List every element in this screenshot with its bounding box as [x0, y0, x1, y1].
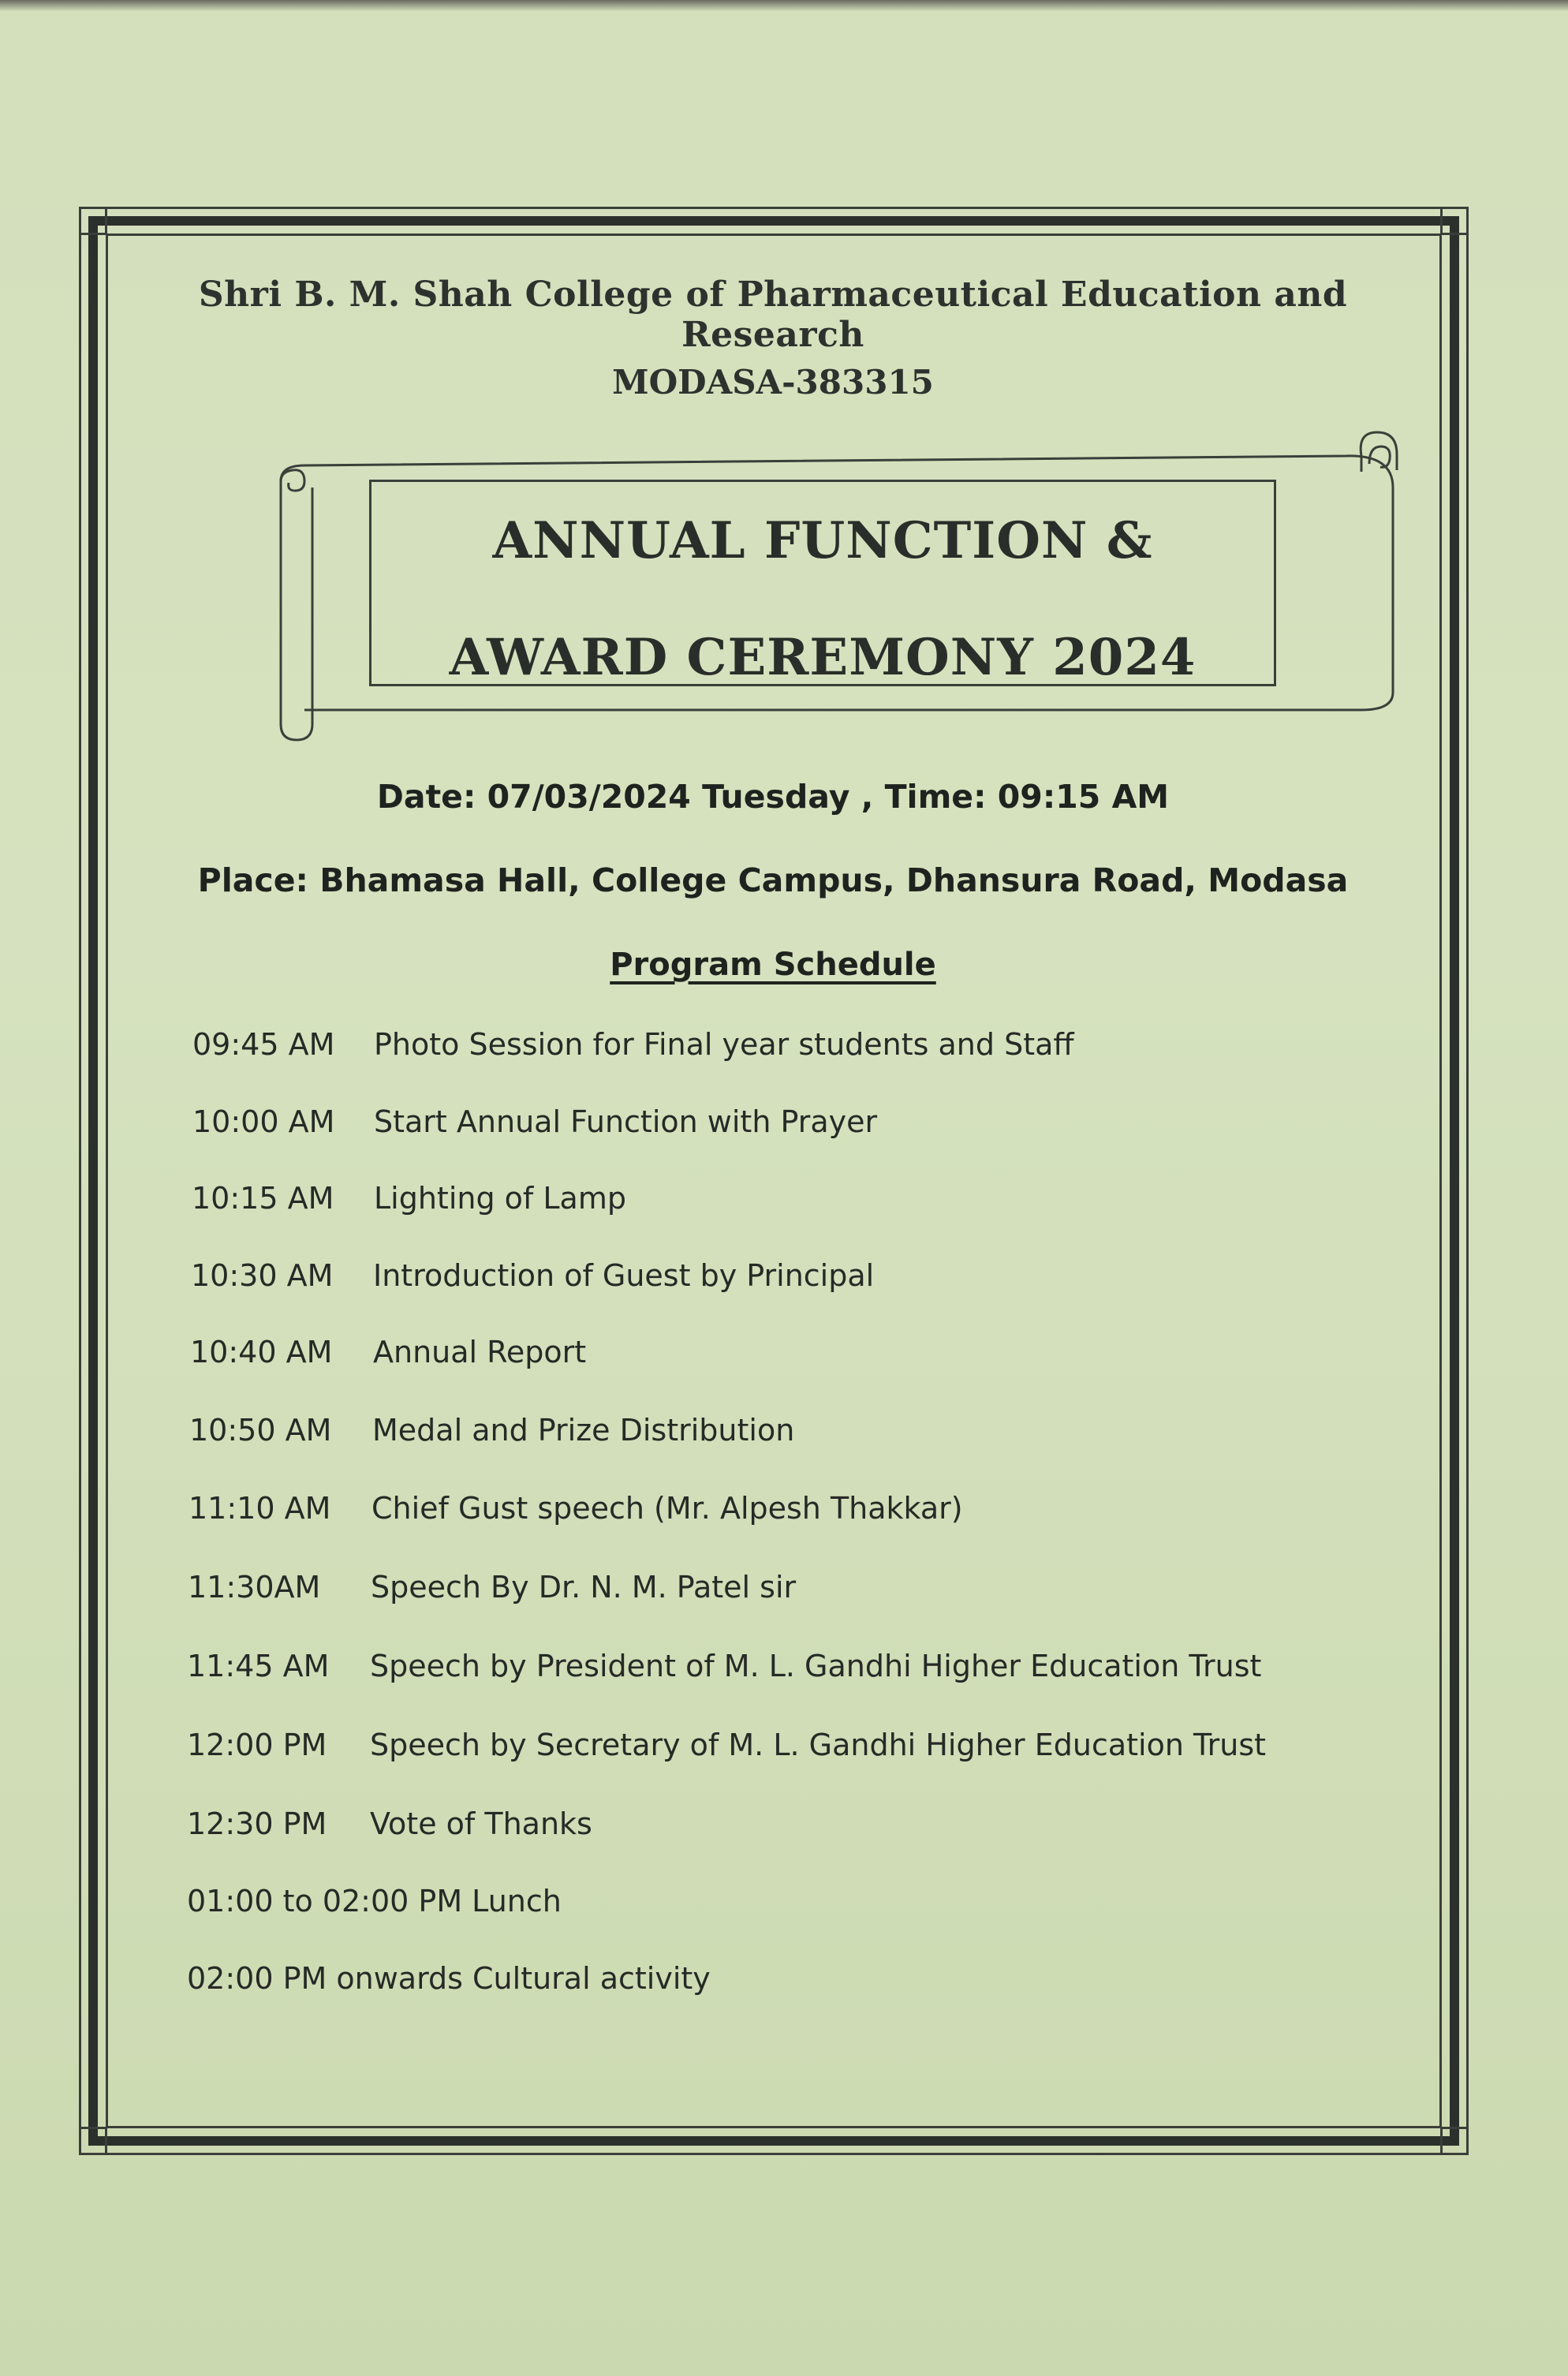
- schedule-event: Speech by President of M. L. Gandhi Higher Education Trust: [370, 1649, 1262, 1683]
- schedule-event: Vote of Thanks: [370, 1806, 592, 1841]
- frame-corner-bottom-right: [1440, 2127, 1469, 2155]
- schedule-event: Speech By Dr. N. M. Patel sir: [371, 1570, 797, 1605]
- top-edge-shadow: [0, 0, 1568, 11]
- schedule-time: 11:45 AM: [187, 1649, 330, 1683]
- schedule-time: 11:10 AM: [189, 1491, 331, 1526]
- schedule-time: 10:50 AM: [189, 1413, 332, 1448]
- event-title-line-2: AWARD CEREMONY 2024: [449, 628, 1197, 687]
- schedule-time: 10:40 AM: [190, 1335, 333, 1369]
- college-name: Shri B. M. Shah College of Pharmaceutical Education and Research: [198, 275, 1348, 355]
- schedule-time: 09:45 AM: [192, 1027, 335, 1062]
- event-place: Place: Bhamasa Hall, College Campus, Dhansura Road, Modasa: [197, 861, 1349, 899]
- schedule-cultural: 02:00 PM onwards Cultural activity: [187, 1961, 711, 1996]
- schedule-event: Introduction of Guest by Principal: [373, 1258, 875, 1293]
- schedule-event: Photo Session for Final year students and Staff: [374, 1027, 1074, 1062]
- event-title-line-1: ANNUAL FUNCTION &: [492, 511, 1153, 570]
- schedule-time: 10:15 AM: [192, 1181, 334, 1216]
- schedule-event: Medal and Prize Distribution: [372, 1413, 795, 1448]
- college-location: MODASA-383315: [612, 363, 934, 402]
- schedule-time: 10:00 AM: [192, 1104, 335, 1139]
- schedule-heading: Program Schedule: [610, 947, 936, 983]
- schedule-event: Lighting of Lamp: [374, 1181, 626, 1216]
- schedule-time: 12:00 PM: [187, 1728, 327, 1762]
- schedule-event: Speech by Secretary of M. L. Gandhi Higher Education Trust: [370, 1728, 1267, 1762]
- schedule-lunch: 01:00 to 02:00 PM Lunch: [187, 1884, 562, 1918]
- frame-corner-bottom-left: [79, 2127, 107, 2155]
- schedule-event: Annual Report: [373, 1335, 587, 1369]
- event-date-time: Date: 07/03/2024 Tuesday , Time: 09:15 AM: [376, 778, 1170, 816]
- schedule-time: 10:30 AM: [191, 1258, 334, 1293]
- schedule-time: 12:30 PM: [187, 1806, 327, 1841]
- frame-corner-top-left: [79, 207, 107, 235]
- schedule-event: Start Annual Function with Prayer: [374, 1104, 878, 1139]
- frame-corner-top-right: [1440, 207, 1469, 235]
- schedule-event: Chief Gust speech (Mr. Alpesh Thakkar): [371, 1491, 963, 1526]
- schedule-time: 11:30AM: [188, 1570, 321, 1605]
